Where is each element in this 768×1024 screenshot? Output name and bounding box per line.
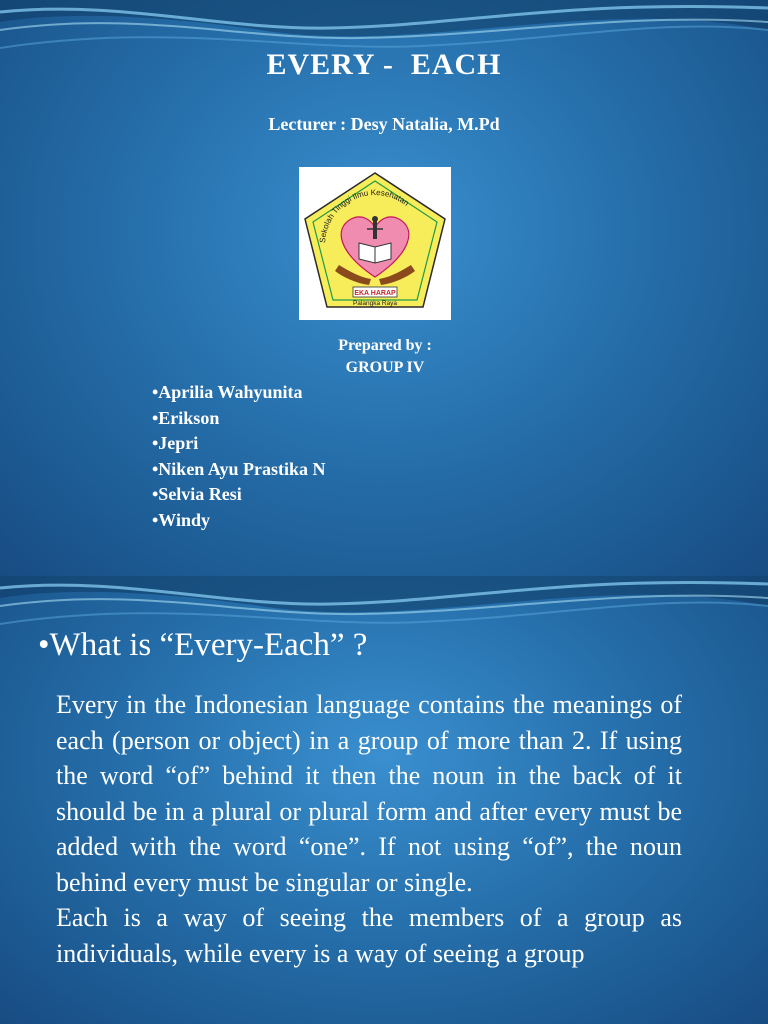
lecturer-line: Lecturer : Desy Natalia, M.Pd	[268, 114, 500, 134]
member-list	[152, 380, 326, 534]
college-emblem-icon	[299, 167, 451, 320]
list-item: •Jepri	[152, 433, 199, 454]
body-text	[56, 687, 682, 971]
paragraph: Each is a way of seeing the members of a group as individuals, while every is a way of seeing a group	[56, 903, 682, 968]
prepared-by-label: Prepared by :	[338, 337, 432, 354]
list-item: •Erikson	[152, 407, 220, 428]
college-logo	[299, 167, 451, 320]
svg-text:Palangka Raya: Palangka Raya	[352, 300, 398, 307]
list-item: •Selvia Resi	[152, 484, 242, 505]
list-item: •Aprilia Wahyunita	[152, 382, 303, 402]
prepared-by-block	[0, 335, 768, 379]
svg-text:Sekolah Tinggi Ilmu Kesehatan: Sekolah Tinggi Ilmu Kesehatan	[317, 187, 411, 244]
slide-title: EVERY - EACH	[266, 48, 502, 81]
list-item: •Niken Ayu Prastika N	[152, 458, 326, 479]
svg-text:EKA HARAP: EKA HARAP	[354, 290, 396, 297]
list-item: •Windy	[152, 509, 210, 530]
content-slide	[0, 576, 768, 1024]
paragraph: Every in the Indonesian language contains the meanings of each (person or object) in a group of more than 2. If using the word “of” behind it then the noun in the back of it should be in a plural or plural form and after every must be added with the word “one”. If not using “of”, the noun behind every must be singular or single.	[56, 690, 682, 897]
slide-heading: •What is “Every-Each” ?	[38, 627, 368, 663]
group-label: GROUP IV	[345, 359, 425, 376]
